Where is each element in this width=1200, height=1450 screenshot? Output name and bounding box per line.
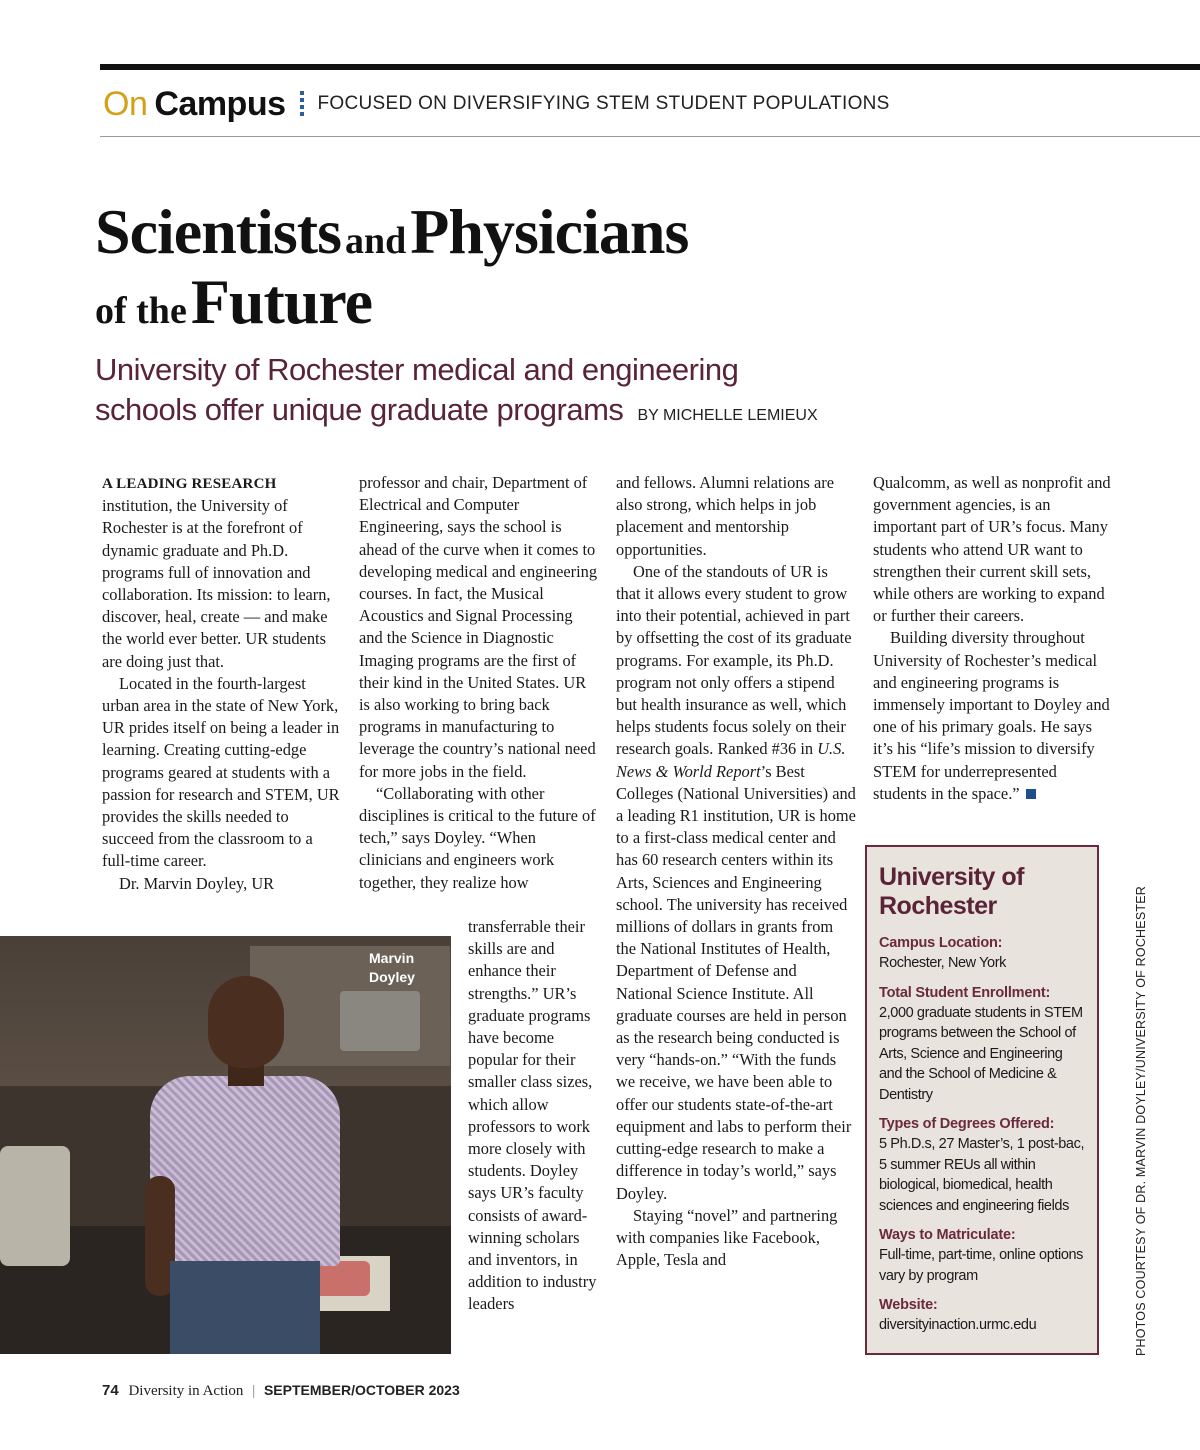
article-column-2-wrap — [468, 916, 600, 1316]
title-word-of-the: of the — [95, 290, 187, 332]
paragraph-text: One of the standouts of UR is that it allows every student to grow into their potential, achieved in part by offsetting the cost of its graduate programs. For example, its Ph.D. program not only offers a stipend but health insurance as well, which helps students focus solely on their research goals. Ranked #36 in — [616, 561, 852, 759]
deck-line-2-text: schools offer unique graduate programs — [95, 392, 624, 427]
photo-credit: PHOTOS COURTESY OF DR. MARVIN DOYLEY/UNIVERSITY OF ROCHESTER — [1134, 886, 1148, 1356]
plaid-shirt — [150, 1076, 340, 1266]
fact-box-title-line: Rochester — [879, 892, 997, 920]
paragraph: Located in the fourth-largest urban area in the state of New York, UR prides itself on being a leader in learning. Creating cutting-edge programs geared at students with a passion for research and STEM, UR provides the skills needed to succeed from the classroom to a full-time career. — [102, 673, 340, 871]
lead-in: A LEADING RESEARCH — [102, 476, 277, 492]
deck-line-2 — [95, 390, 995, 436]
fact-box — [865, 845, 1099, 1355]
paragraph — [102, 472, 342, 673]
title-word-and: and — [345, 220, 407, 262]
publication-title: Diversity in Action — [128, 1383, 244, 1399]
deck-line-1: University of Rochester medical and engineering — [95, 352, 739, 387]
photo-caption — [369, 949, 415, 987]
fact-label: Types of Degrees Offered: — [879, 1116, 1055, 1132]
fact-label: Website: — [879, 1297, 938, 1313]
paragraph-text: Building diversity throughout University of Rochester’s medical and engineering programs is immensely important to Doyley and one of his primary goals. He says it’s his “life’s mission to diversify STEM for underrepresented students in the space.” — [873, 628, 1110, 803]
section-topic: FOCUSED ON DIVERSIFYING STEM STUDENT POPULATIONS — [317, 93, 890, 114]
lab-beaker — [340, 991, 420, 1051]
fact-value: 2,000 graduate students in STEM programs between the School of Arts, Science and Engineering and the School of Medicine & Dentistry — [879, 1004, 1083, 1103]
page-number: 74 — [102, 1382, 119, 1399]
title-word-scientists: Scientists — [95, 196, 341, 267]
section-on: On — [103, 84, 148, 123]
byline: BY MICHELLE LEMIEUX — [637, 407, 818, 424]
title-word-future: Future — [190, 266, 373, 337]
paragraph: “Collaborating with other disciplines is critical to the future of tech,” says Doyley. “When clinicians and engineers work together, they realize how — [359, 783, 596, 892]
paragraph-text: ’s Best Colleges (National Universities) and a leading R1 institution, UR is home to a first-class medical center and has 60 research centers within its Arts, Sciences and Engineering school. The university has received millions of dollars in grants from the National Institutes of Health, Department of Defense and National Science Institute. All graduate courses are held in person as the research being conducted is very “hands-on.” “With the funds we receive, we have been able to offer our students state-of-the-art equipment and labs to perform their cutting-edge research to make a difference in today’s world,” says Doyley. — [616, 761, 856, 1203]
page-footer — [102, 1382, 460, 1400]
article-column-3 — [616, 472, 856, 1271]
fact-label: Campus Location: — [879, 935, 1003, 951]
paragraph: Dr. Marvin Doyley, UR — [119, 873, 275, 893]
paragraph: professor and chair, Department of Electrical and Computer Engineering, says the school is ahead of the curve when it comes to developing medical and engineering courses. In fact, the Musical Acoustics and Signal Processing and the Science in Diagnostic Imaging programs are the first of their kind in the United States. UR is also working to bring back programs in manufacturing to leverage the country’s national need for more jobs in the field. — [359, 473, 598, 781]
paragraph: Staying “novel” and partnering with companies like Facebook, Apple, Tesla and — [616, 1205, 838, 1270]
article-title — [95, 196, 995, 340]
fact-value: Full-time, part-time, online options vary by program — [879, 1247, 1083, 1284]
jeans — [170, 1261, 320, 1354]
section-label — [103, 82, 890, 126]
fact-box-title — [879, 863, 1087, 921]
issue-date: SEPTEMBER/OCTOBER 2023 — [263, 1382, 460, 1398]
fact-box-title-line: University of — [879, 863, 1024, 891]
fact-label: Total Student Enrollment: — [879, 984, 1051, 1001]
paragraph — [873, 627, 1113, 805]
paragraph: and fellows. Alumni relations are also strong, which helps in job placement and mentorship opportunities. — [616, 473, 835, 559]
article-column-4 — [873, 472, 1113, 805]
section-campus: Campus — [154, 84, 286, 123]
footer-separator: | — [252, 1383, 256, 1399]
website-link[interactable]: diversityinaction.urmc.edu — [879, 1317, 1037, 1333]
end-mark-icon — [1026, 789, 1036, 799]
caption-line: Marvin — [369, 950, 415, 966]
person-figure — [150, 976, 340, 1354]
fact-value: 5 Ph.D.s, 27 Master’s, 1 post-bac, 5 summer REUs all within biological, biomedical, health sciences and engineering fields — [879, 1136, 1085, 1214]
title-word-physicians: Physicians — [410, 196, 689, 267]
head — [208, 976, 284, 1068]
dotted-divider — [300, 91, 304, 117]
paragraph: Qualcomm, as well as nonprofit and government agencies, is an important part of UR’s focus. Many students who attend UR want to strengthen their current skill sets, while others are working to expand or further their careers. — [873, 473, 1111, 626]
article-column-1 — [102, 472, 342, 895]
top-rule — [100, 64, 1200, 70]
portrait-photo — [0, 936, 451, 1354]
caption-line: Doyley — [369, 969, 415, 985]
article-column-2 — [359, 472, 599, 894]
paragraph — [616, 561, 856, 1205]
fact-value: Rochester, New York — [879, 955, 1006, 971]
microscope — [0, 1146, 70, 1266]
paragraph: transferrable their skills are and enhance their strengths.” UR’s graduate programs have become popular for their smaller class sizes, which allow professors to work more closely with students. Doyley says UR’s faculty consists of award-winning scholars and inventors, in addition to industry leaders — [468, 917, 597, 1314]
paragraph-text: institution, the University of Rochester is at the forefront of dynamic graduate and Ph.D. programs full of innovation and collaboration. Its mission: to learn, discover, heal, create — and make the world ever better. UR students are doing just that. — [102, 496, 331, 671]
article-deck — [95, 350, 995, 436]
publication-name: U.S. News & World Report — [616, 739, 846, 781]
fact-label: Ways to Matriculate: — [879, 1227, 1016, 1243]
header-rule — [100, 136, 1200, 137]
